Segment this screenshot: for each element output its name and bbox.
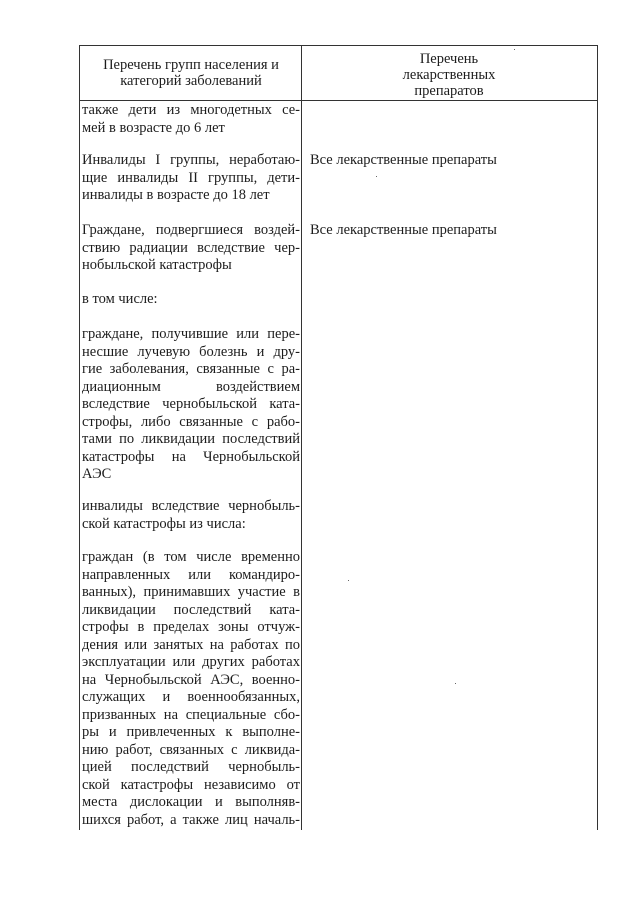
scan-speck — [376, 176, 377, 177]
row-chernobyl-radiation: Граждане, подвергшиеся воздей- ствию радиации вследствие чер- нобыльской катастрофы — [82, 222, 300, 273]
table-top-border — [79, 45, 597, 46]
table-right-border — [597, 45, 598, 830]
medicines-all-disabled: Все лекарственные препараты — [310, 152, 497, 168]
table-header-bottom-border — [79, 100, 597, 101]
scan-speck — [455, 683, 456, 684]
row-large-families-children: также дети из многодетных се- мей в возрасте до 6 лет — [82, 102, 300, 136]
row-disabled-groups: Инвалиды I группы, неработаю- щие инвалиды II группы, дети- инвалиды в возрасте до 18 лет — [82, 152, 300, 203]
medicines-all-chernobyl: Все лекарственные препараты — [310, 222, 497, 238]
row-chernobyl-invalids: инвалиды вследствие чернобыль- ской катастрофы из числа: — [82, 498, 300, 532]
row-including: в том числе: — [82, 291, 158, 307]
table-left-border — [79, 45, 80, 830]
row-liquidators: граждан (в том числе временно направленных или командиро- ванных), принимавших участие в ликвидации последствий ката- строфы в пределах зоны отчуж- дения или занятых на работах по эксплуатации или других работах на Чернобыльской АЭС, военно- служащих и военнообязанных, призванных на специальные сбо- ры и привлеченных к выполне- нию работ, связанных с ликвида- цией последствий чернобыль- ской катастрофы независимо от места дислокации и выполняв- шихся работ, а также лиц началь- — [82, 549, 300, 828]
table-column-divider — [301, 45, 302, 830]
header-population-groups: Перечень групп населения и категорий заболеваний — [103, 57, 279, 89]
row-radiation-sickness: граждане, получившие или пере- несшие лучевую болезнь и дру- гие заболевания, связанные с ра- диационным воздействием вследствие чернобыльской ката- строфы, либо связанные с рабо- тами по ликвидации последствий катастрофы на Чернобыльской АЭС — [82, 326, 300, 482]
header-medicines-list: Перечень лекарственных препаратов — [402, 51, 496, 99]
scan-speck — [514, 49, 515, 50]
scan-speck — [348, 580, 349, 581]
